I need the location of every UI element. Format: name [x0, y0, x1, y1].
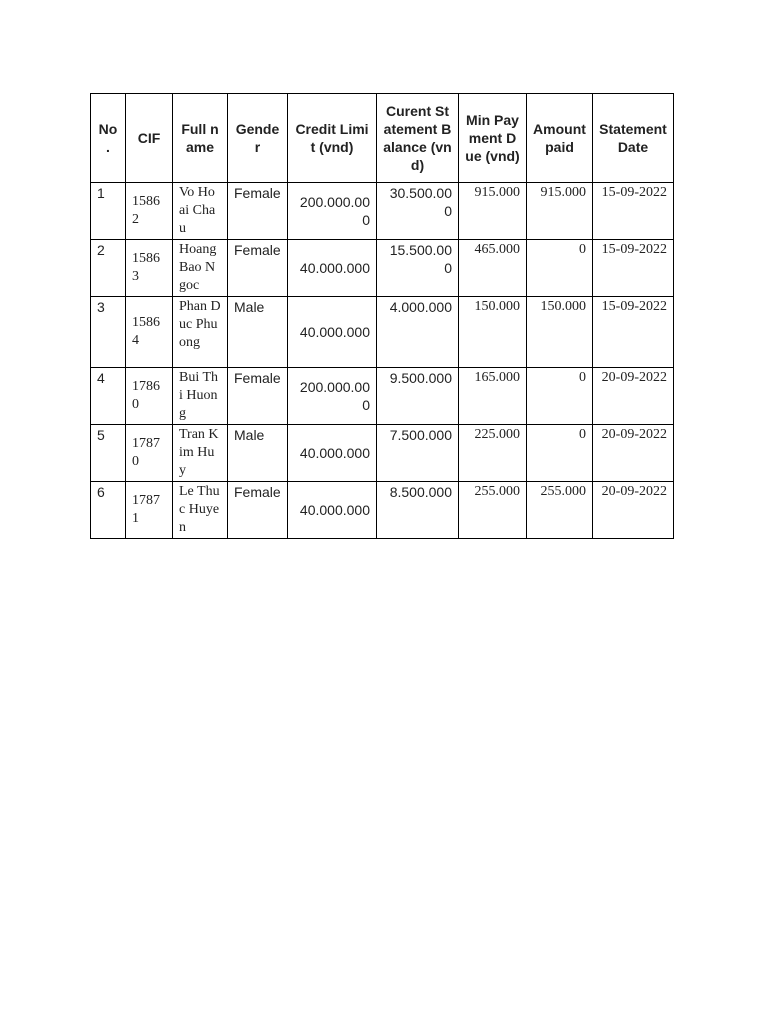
table-row — [91, 297, 674, 368]
table-row — [91, 368, 674, 425]
cell-cif: 17860 — [126, 368, 173, 425]
cell-cif: 15864 — [126, 297, 173, 368]
header-min-payment-due: Min Payment Due (vnd) — [459, 94, 527, 183]
cell-full-name: Le Thuc Huyen — [173, 482, 228, 539]
cell-amount-paid: 915.000 — [527, 183, 593, 240]
cell-gender: Female — [228, 183, 288, 240]
header-full-name: Full name — [173, 94, 228, 183]
cell-amount-paid: 255.000 — [527, 482, 593, 539]
cell-statement-date: 20-09-2022 — [593, 368, 674, 425]
header-statement-date: Statement Date — [593, 94, 674, 183]
header-cif: CIF — [126, 94, 173, 183]
cell-statement-date: 15-09-2022 — [593, 240, 674, 297]
cell-statement-date: 20-09-2022 — [593, 425, 674, 482]
cell-statement-date: 15-09-2022 — [593, 183, 674, 240]
cell-no: 4 — [91, 368, 126, 425]
table-row — [91, 183, 674, 240]
cell-amount-paid: 0 — [527, 240, 593, 297]
table-row — [91, 240, 674, 297]
header-statement-balance: Curent Statement Balance (vnd) — [377, 94, 459, 183]
cell-credit-limit: 40.000.000 — [288, 425, 377, 482]
cell-min-payment-due: 225.000 — [459, 425, 527, 482]
cell-credit-limit: 40.000.000 — [288, 297, 377, 368]
cell-no: 2 — [91, 240, 126, 297]
cell-min-payment-due: 465.000 — [459, 240, 527, 297]
table-row — [91, 425, 674, 482]
cell-full-name: Bui Thi Huong — [173, 368, 228, 425]
header-row — [91, 94, 674, 183]
cell-no: 3 — [91, 297, 126, 368]
cell-statement-balance: 30.500.000 — [377, 183, 459, 240]
cell-gender: Female — [228, 240, 288, 297]
cell-gender: Male — [228, 425, 288, 482]
cell-amount-paid: 0 — [527, 368, 593, 425]
cell-cif: 17871 — [126, 482, 173, 539]
cell-amount-paid: 150.000 — [527, 297, 593, 368]
table-row — [91, 482, 674, 539]
cell-statement-balance: 8.500.000 — [377, 482, 459, 539]
cell-credit-limit: 200.000.000 — [288, 183, 377, 240]
cell-cif: 15863 — [126, 240, 173, 297]
cell-no: 5 — [91, 425, 126, 482]
credit-statement-table — [90, 93, 674, 539]
cell-full-name: Tran Kim Huy — [173, 425, 228, 482]
header-credit-limit: Credit Limit (vnd) — [288, 94, 377, 183]
cell-no: 1 — [91, 183, 126, 240]
cell-min-payment-due: 255.000 — [459, 482, 527, 539]
cell-credit-limit: 200.000.000 — [288, 368, 377, 425]
cell-full-name: Phan Duc Phuong — [173, 297, 228, 368]
cell-cif: 15862 — [126, 183, 173, 240]
cell-statement-balance: 9.500.000 — [377, 368, 459, 425]
header-gender: Gender — [228, 94, 288, 183]
cell-min-payment-due: 915.000 — [459, 183, 527, 240]
cell-credit-limit: 40.000.000 — [288, 482, 377, 539]
cell-min-payment-due: 165.000 — [459, 368, 527, 425]
cell-credit-limit: 40.000.000 — [288, 240, 377, 297]
cell-statement-balance: 4.000.000 — [377, 297, 459, 368]
cell-gender: Male — [228, 297, 288, 368]
cell-no: 6 — [91, 482, 126, 539]
header-no: No . — [91, 94, 126, 183]
cell-statement-date: 15-09-2022 — [593, 297, 674, 368]
cell-gender: Female — [228, 482, 288, 539]
cell-full-name: Hoang Bao Ngoc — [173, 240, 228, 297]
cell-statement-date: 20-09-2022 — [593, 482, 674, 539]
cell-min-payment-due: 150.000 — [459, 297, 527, 368]
cell-full-name: Vo Hoai Chau — [173, 183, 228, 240]
cell-statement-balance: 7.500.000 — [377, 425, 459, 482]
cell-amount-paid: 0 — [527, 425, 593, 482]
header-amount-paid: Amount paid — [527, 94, 593, 183]
cell-gender: Female — [228, 368, 288, 425]
cell-cif: 17870 — [126, 425, 173, 482]
cell-statement-balance: 15.500.000 — [377, 240, 459, 297]
